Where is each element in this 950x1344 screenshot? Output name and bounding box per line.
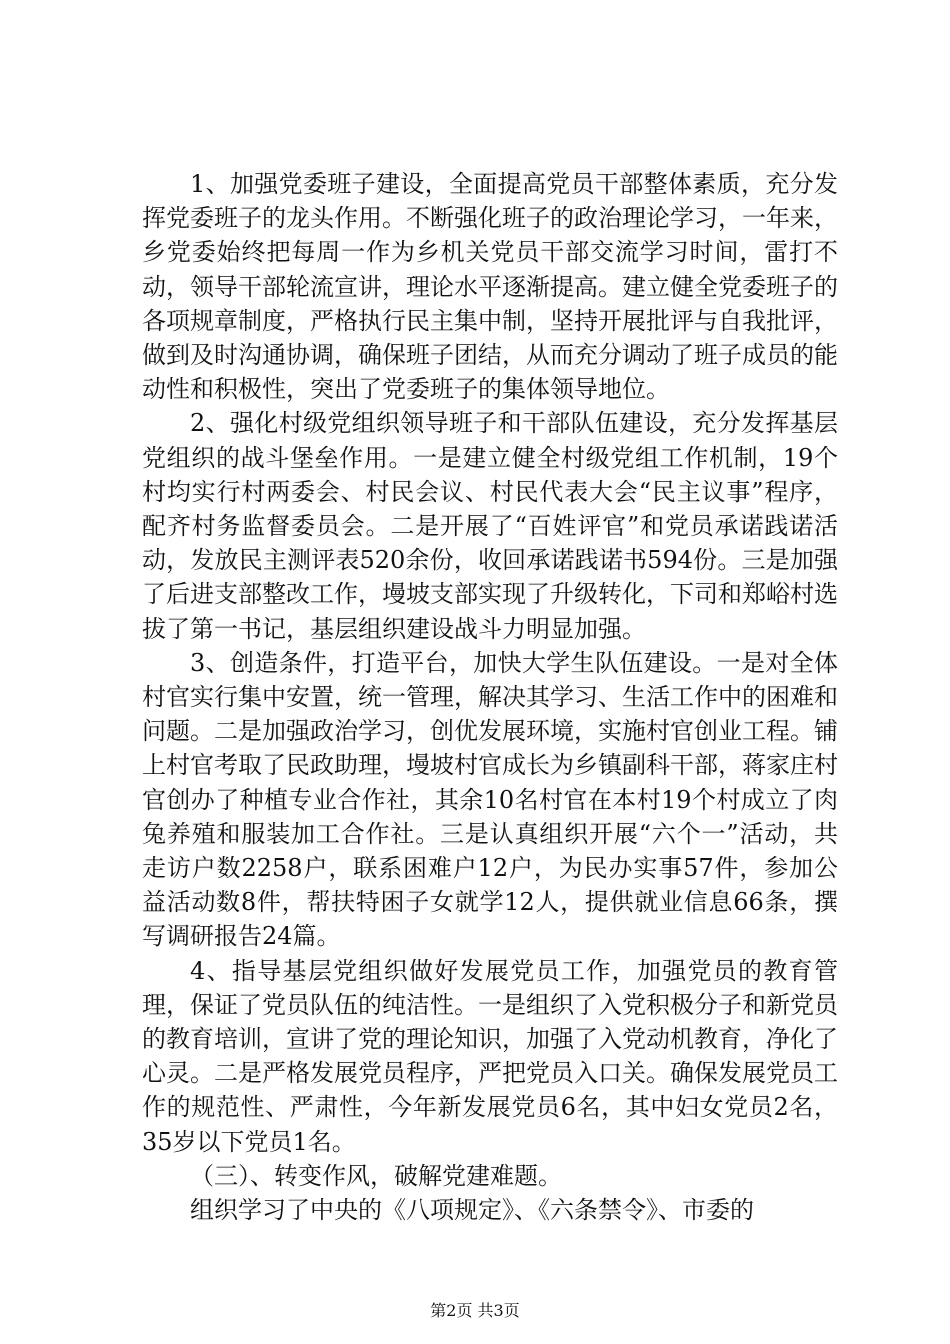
paragraph-1: 1、加强党委班子建设，全面提高党员干部整体素质，充分发挥党委班子的龙头作用。不断强化班子的政治理论学习，一年来，乡党委始终把每周一作为乡机关党员干部交流学习时间，雷打不动，领导干部轮流宣讲，理论水平逐渐提高。建立健全党委班子的各项规章制度，严格执行民主集中制，坚持开展批评与自我批评，做到及时沟通协调，确保班子团结，从而充分调动了班子成员的能动性和积极性，突出了党委班子的集体领导地位。 <box>142 170 838 404</box>
document-body <box>142 167 838 1227</box>
paragraph-5: 组织学习了中央的《八项规定》、《六条禁令》、市委的 <box>190 1196 754 1225</box>
page-number-footer: 第2页 共3页 <box>430 1301 520 1320</box>
paragraph-3: 3、创造条件，打造平台，加快大学生队伍建设。一是对全体村官实行集中安置，统一管理，解决其学习、生活工作中的困难和问题。二是加强政治学习，创优发展环境，实施村官创业工程。铺上村官考取了民政助理，墁坡村官成长为乡镇副科干部，蒋家庄村官创办了种植专业合作社，其余10名村官在本村19个村成立了肉兔养殖和服装加工合作社。三是认真组织开展“六个一”活动，共走访户数2258户，联系困难户12户，为民办实事57件，参加公益活动数8件，帮扶特困子女就学12人，提供就业信息66条，撰写调研报告24篇。 <box>142 648 838 951</box>
section-heading: （三）、转变作风，破解党建难题。 <box>190 1161 562 1190</box>
paragraph-4: 4、指导基层党组织做好发展党员工作，加强党员的教育管理，保证了党员队伍的纯洁性。一是组织了入党积极分子和新党员的教育培训，宣讲了党的理论知识，加强了入党动机教育，净化了心灵。二是严格发展党员程序，严把党员入口关。确保发展党员工作的规范性、严肃性，今年新发展党员6名，其中妇女党员2名，35岁以下党员1名。 <box>142 956 838 1156</box>
paragraph-2: 2、强化村级党组织领导班子和干部队伍建设，充分发挥基层党组织的战斗堡垒作用。一是建立健全村级党组工作机制，19个村均实行村两委会、村民会议、村民代表大会“民主议事”程序，配齐村务监督委员会。二是开展了“百姓评官”和党员承诺践诺活动，发放民主测评表520余份，收回承诺践诺书594份。三是加强了后进支部整改工作，墁坡支部实现了升级转化，下司和郑峪村选拔了第一书记，基层组织建设战斗力明显加强。 <box>142 409 838 643</box>
